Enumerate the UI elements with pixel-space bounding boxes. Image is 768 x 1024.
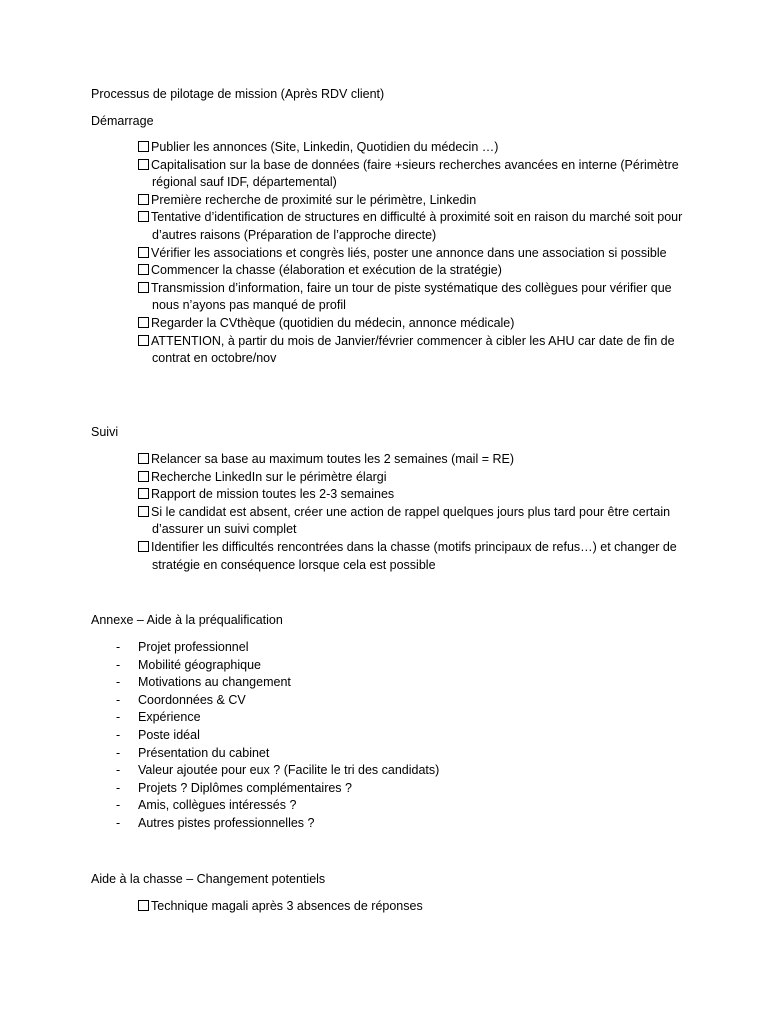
list-item: - Motivations au changement <box>138 674 698 692</box>
checkbox-icon[interactable] <box>138 211 149 222</box>
checklist-item: ATTENTION, à partir du mois de Janvier/février commencer à cibler les AHU car date de fin de contrat en octobre/nov <box>138 333 698 368</box>
checklist-item: Vérifier les associations et congrès liés, poster une annonce dans une association si possible <box>138 245 698 263</box>
checklist-item: Transmission d’information, faire un tour de piste systématique des collègues pour vérifier que nous n’ayons pas manqué de profil <box>138 280 698 315</box>
section-heading-demarrage: Démarrage <box>91 114 154 128</box>
checkbox-icon[interactable] <box>138 159 149 170</box>
list-item: - Projet professionnel <box>138 639 698 657</box>
list-item: - Poste idéal <box>138 727 698 745</box>
section-heading-annexe: Annexe – Aide à la préqualification <box>91 613 283 627</box>
list-item: - Autres pistes professionnelles ? <box>138 815 698 833</box>
list-item: - Amis, collègues intéressés ? <box>138 797 698 815</box>
list-item: - Valeur ajoutée pour eux ? (Facilite le tri des candidats) <box>138 762 698 780</box>
checkbox-icon[interactable] <box>138 900 149 911</box>
checklist-chasse <box>138 898 698 916</box>
checkbox-icon[interactable] <box>138 453 149 464</box>
checklist-item: Technique magali après 3 absences de réponses <box>138 898 698 916</box>
checklist-item: Recherche LinkedIn sur le périmètre élargi <box>138 469 698 487</box>
checkbox-icon[interactable] <box>138 194 149 205</box>
checkbox-icon[interactable] <box>138 471 149 482</box>
list-item: - Mobilité géographique <box>138 657 698 675</box>
checklist-item: Rapport de mission toutes les 2-3 semaines <box>138 486 698 504</box>
list-item: - Projets ? Diplômes complémentaires ? <box>138 780 698 798</box>
checkbox-icon[interactable] <box>138 335 149 346</box>
checklist-item: Publier les annonces (Site, Linkedin, Quotidien du médecin …) <box>138 139 698 157</box>
list-item: - Expérience <box>138 709 698 727</box>
checklist-item: Première recherche de proximité sur le périmètre, Linkedin <box>138 192 698 210</box>
checkbox-icon[interactable] <box>138 488 149 499</box>
list-annexe <box>138 639 698 833</box>
document-title: Processus de pilotage de mission (Après RDV client) <box>91 87 385 101</box>
checklist-item: Identifier les difficultés rencontrées dans la chasse (motifs principaux de refus…) et changer de stratégie en conséquence lorsque cela est possible <box>138 539 698 574</box>
checkbox-icon[interactable] <box>138 317 149 328</box>
checkbox-icon[interactable] <box>138 141 149 152</box>
checklist-item: Si le candidat est absent, créer une action de rappel quelques jours plus tard pour être certain d’assurer un suivi complet <box>138 504 698 539</box>
checklist-item: Tentative d’identification de structures en difficulté à proximité soit en raison du marché soit pour d’autres raisons (Préparation de l’approche directe) <box>138 209 698 244</box>
checkbox-icon[interactable] <box>138 264 149 275</box>
section-heading-chasse: Aide à la chasse – Changement potentiels <box>91 872 326 886</box>
checkbox-icon[interactable] <box>138 541 149 552</box>
checklist-demarrage <box>138 139 698 368</box>
section-heading-suivi: Suivi <box>91 425 119 439</box>
list-item: - Coordonnées & CV <box>138 692 698 710</box>
checklist-item: Relancer sa base au maximum toutes les 2 semaines (mail = RE) <box>138 451 698 469</box>
checklist-item: Capitalisation sur la base de données (faire +sieurs recherches avancées en interne (Périmètre régional sauf IDF, départemental) <box>138 157 698 192</box>
checklist-suivi <box>138 451 698 574</box>
list-item: - Présentation du cabinet <box>138 745 698 763</box>
checkbox-icon[interactable] <box>138 506 149 517</box>
checklist-item: Commencer la chasse (élaboration et exécution de la stratégie) <box>138 262 698 280</box>
checkbox-icon[interactable] <box>138 247 149 258</box>
checkbox-icon[interactable] <box>138 282 149 293</box>
checklist-item: Regarder la CVthèque (quotidien du médecin, annonce médicale) <box>138 315 698 333</box>
